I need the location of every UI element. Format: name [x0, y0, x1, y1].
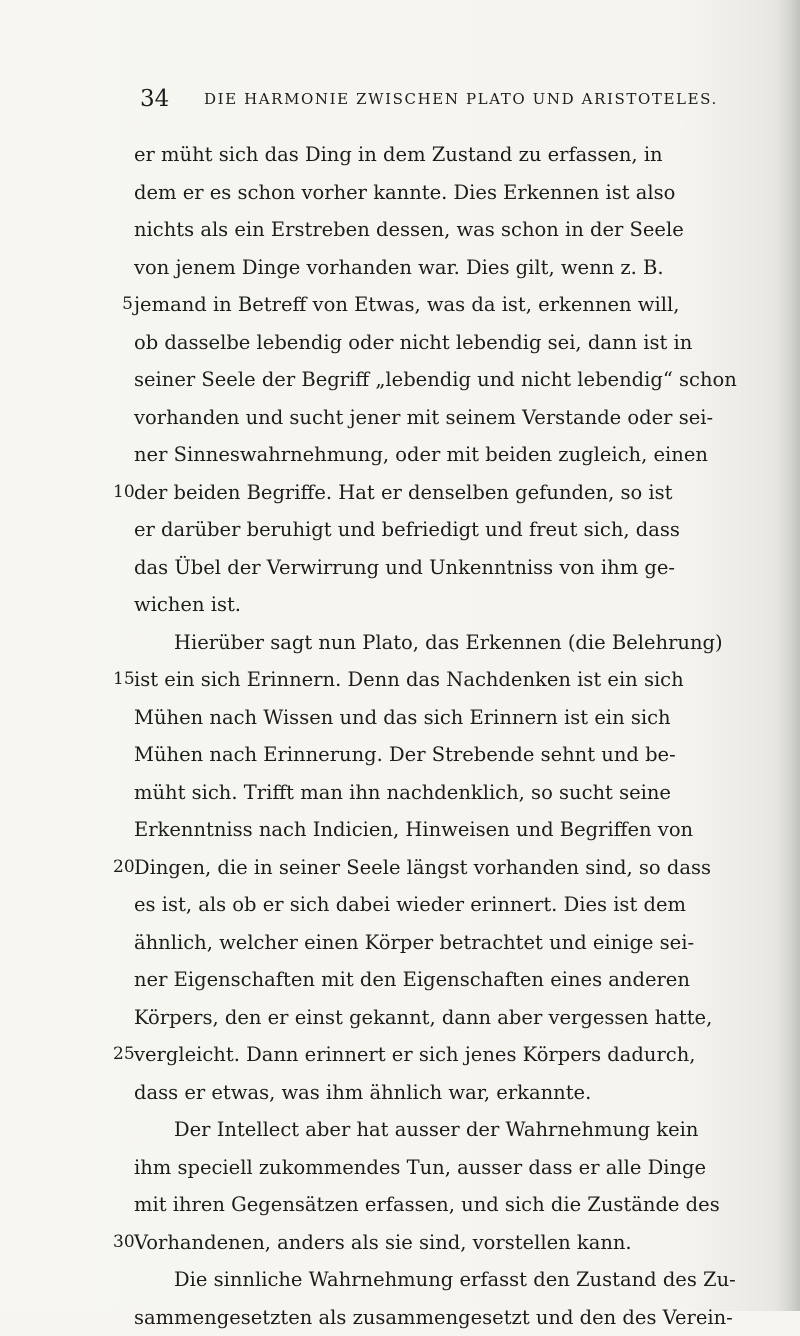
text-line	[134, 324, 714, 362]
text-line	[134, 849, 714, 887]
line-number: 20	[113, 849, 133, 887]
line-text: vergleicht. Dann erinnert er sich jenes Körpers dadurch,	[134, 1036, 695, 1074]
text-line	[134, 174, 714, 212]
text-line	[134, 1299, 714, 1336]
line-number: 25	[113, 1036, 133, 1074]
body-text	[134, 136, 714, 1336]
text-line	[134, 624, 714, 662]
line-text: Hierüber sagt nun Plato, das Erkennen (die Belehrung)	[174, 624, 723, 662]
line-text: ner Sinneswahrnehmung, oder mit beiden zugleich, einen	[134, 436, 708, 474]
line-number: 30	[113, 1224, 133, 1262]
text-line	[134, 1111, 714, 1149]
line-text: Mühen nach Erinnerung. Der Strebende sehnt und be-	[134, 736, 676, 774]
running-head: DIE HARMONIE ZWISCHEN PLATO UND ARISTOTELES.	[204, 90, 718, 108]
text-line	[134, 1036, 714, 1074]
line-text: dass er etwas, was ihm ähnlich war, erkannte.	[134, 1074, 591, 1112]
line-text: jemand in Betreff von Etwas, was da ist, erkennen will,	[134, 286, 679, 324]
line-text: seiner Seele der Begriff „lebendig und nicht lebendig“ schon	[134, 361, 737, 399]
text-line	[134, 286, 714, 324]
text-line	[134, 811, 714, 849]
line-text: Dingen, die in seiner Seele längst vorhanden sind, so dass	[134, 849, 711, 887]
line-text: vorhanden und sucht jener mit seinem Verstande oder sei-	[134, 399, 713, 437]
text-line	[134, 474, 714, 512]
text-line	[134, 1224, 714, 1262]
text-line	[134, 699, 714, 737]
line-text: ähnlich, welcher einen Körper betrachtet und einige sei-	[134, 924, 694, 962]
text-line	[134, 361, 714, 399]
line-text: wichen ist.	[134, 586, 241, 624]
text-line	[134, 511, 714, 549]
page-header	[140, 86, 740, 116]
line-text: Die sinnliche Wahrnehmung erfasst den Zustand des Zu-	[174, 1261, 736, 1299]
text-line	[134, 961, 714, 999]
text-line	[134, 586, 714, 624]
line-text: er darüber beruhigt und befriedigt und freut sich, dass	[134, 511, 680, 549]
text-line	[134, 1149, 714, 1187]
line-text: von jenem Dinge vorhanden war. Dies gilt, wenn z. B.	[134, 249, 664, 287]
line-text: ner Eigenschaften mit den Eigenschaften eines anderen	[134, 961, 690, 999]
text-line	[134, 549, 714, 587]
text-line	[134, 774, 714, 812]
text-line	[134, 736, 714, 774]
text-line	[134, 924, 714, 962]
page-number: 34	[140, 86, 169, 112]
line-number: 10	[113, 474, 133, 512]
line-text: Erkenntniss nach Indicien, Hinweisen und Begriffen von	[134, 811, 693, 849]
line-text: der beiden Begriffe. Hat er denselben gefunden, so ist	[134, 474, 673, 512]
text-line	[134, 249, 714, 287]
line-text: Vorhandenen, anders als sie sind, vorstellen kann.	[134, 1224, 632, 1262]
line-text: es ist, als ob er sich dabei wieder erinnert. Dies ist dem	[134, 886, 686, 924]
line-text: sammengesetzten als zusammengesetzt und den des Verein-	[134, 1299, 733, 1336]
text-line	[134, 1261, 714, 1299]
line-text: dem er es schon vorher kannte. Dies Erkennen ist also	[134, 174, 675, 212]
line-text: nichts als ein Erstreben dessen, was schon in der Seele	[134, 211, 684, 249]
line-text: Mühen nach Wissen und das sich Erinnern ist ein sich	[134, 699, 671, 737]
line-text: Körpers, den er einst gekannt, dann aber vergessen hatte,	[134, 999, 712, 1037]
text-line	[134, 999, 714, 1037]
text-line	[134, 1074, 714, 1112]
line-number: 15	[113, 661, 133, 699]
line-text: er müht sich das Ding in dem Zustand zu erfassen, in	[134, 136, 663, 174]
line-text: Der Intellect aber hat ausser der Wahrnehmung kein	[174, 1111, 698, 1149]
text-line	[134, 661, 714, 699]
line-text: das Übel der Verwirrung und Unkenntniss von ihm ge-	[134, 549, 675, 587]
line-text: ihm speciell zukommendes Tun, ausser dass er alle Dinge	[134, 1149, 706, 1187]
text-line	[134, 399, 714, 437]
page-edge-shadow	[778, 0, 800, 1311]
text-line	[134, 211, 714, 249]
text-line	[134, 886, 714, 924]
text-line	[134, 1186, 714, 1224]
text-line	[134, 136, 714, 174]
line-text: mit ihren Gegensätzen erfassen, und sich die Zustände des	[134, 1186, 720, 1224]
line-number: 5	[113, 286, 133, 324]
text-line	[134, 436, 714, 474]
line-text: müht sich. Trifft man ihn nachdenklich, so sucht seine	[134, 774, 671, 812]
line-text: ob dasselbe lebendig oder nicht lebendig sei, dann ist in	[134, 324, 692, 362]
line-text: ist ein sich Erinnern. Denn das Nachdenken ist ein sich	[134, 661, 684, 699]
